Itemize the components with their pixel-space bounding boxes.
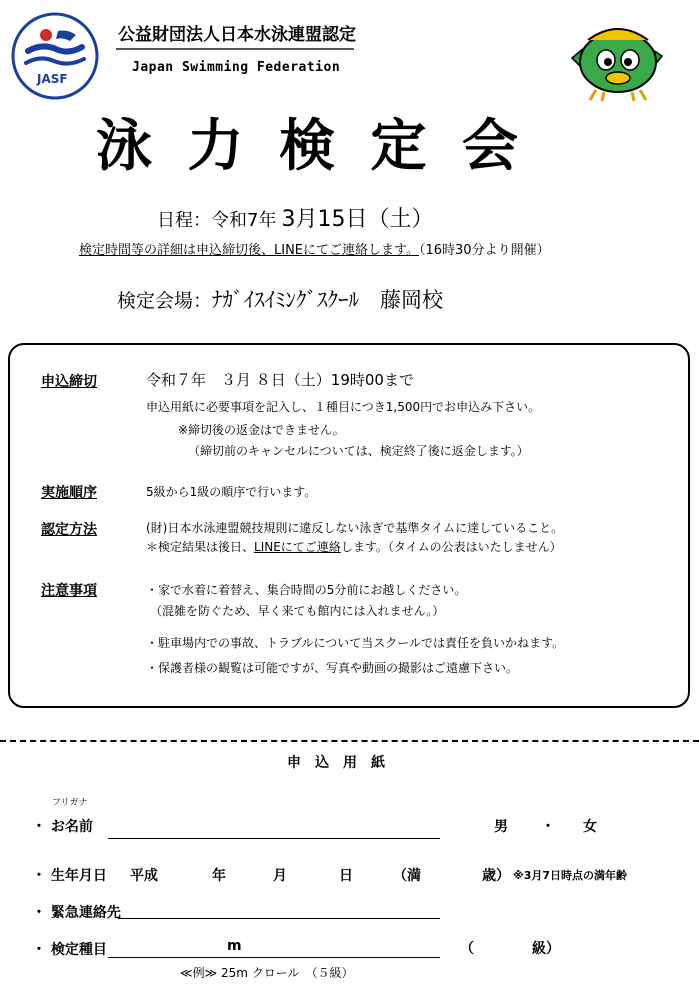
emergency-label: ・ 緊急連絡先 [32,905,121,921]
caution-item1-sub: （混雑を防ぐため、早く来ても館内には入れません。） [150,604,445,618]
time-note-sub: （16時30分より開催） [418,243,550,258]
form-title: 申 込 用 紙 [287,755,385,771]
method-line2 [146,538,562,555]
grade-open: （ [460,941,474,957]
method-line2-pre: ＊検定結果は後日、 [146,540,255,554]
caution-item1: ・家で水着に着替え、集合時間の5分前にお越しください。 [146,583,467,597]
gender-female[interactable]: 女 [583,819,597,835]
grade-close: 級） [532,941,560,957]
furigana-label: フリガナ [52,798,88,808]
event-field[interactable] [108,957,440,958]
deadline-note3: （締切前のキャンセルについては、検定終了後に返金します。） [188,444,529,458]
venue-line [117,284,443,314]
time-note [79,239,550,258]
venue-value: ﾅｶﾞｲｽｲﾐﾝｸﾞｽｸｰﾙ 藤岡校 [212,288,444,312]
birth-day: 日 [339,868,353,884]
mascot-kappa-icon [566,18,670,102]
caution-label: 注意事項 [41,583,97,599]
age-close: 歳） [482,868,510,884]
jasf-logo-icon [10,11,100,101]
method-label: 認定方法 [41,522,97,538]
order-label: 実施順序 [41,485,97,501]
jasf-logo [10,11,100,101]
date-line [157,202,434,233]
time-note-main: 検定時間等の詳細は申込締切後、LINEにてご連絡します。 [79,243,419,258]
gender-separator: ・ [541,819,555,835]
method-line2-post: します。（タイムの公表はいたしません） [340,540,562,554]
event-meter: m [227,938,242,954]
birth-year: 年 [212,868,226,884]
age-note: ※3月7日時点の満年齢 [513,869,628,882]
caution-item2: ・駐車場内での事故、トラブルについて当スクールでは責任を負いかねます。 [146,636,565,650]
gender-male[interactable]: 男 [494,819,508,835]
mascot [566,18,670,102]
logo-text: JASF [37,72,68,86]
venue-label: 検定会場： [117,290,213,312]
deadline-value: 令和７年 ３月 ８日（土）19時00まで [146,371,414,389]
deadline-note2: ※締切後の返金はできません。 [178,423,345,437]
deadline-label: 申込締切 [41,374,97,390]
birth-month: 月 [273,868,287,884]
event-label: ・ 検定種目 [32,942,107,958]
age-open: （満 [393,868,421,884]
caution-item3: ・保護者様の観覧は可能ですが、写真や動画の撮影はご遠慮下さい。 [146,661,519,675]
cut-line [0,740,699,742]
org-english: Japan Swimming Federation [132,60,341,75]
org-name: 公益財団法人日本水泳連盟認定 [118,25,356,45]
event-example: ≪例≫ 25m クロール （５級） [180,966,354,980]
date-label: 日程：令和7年 [157,210,277,231]
method-line1: (財)日本水泳連盟競技規則に違反しない泳ぎで基準タイムに達していること。 [146,521,564,535]
deadline-note1: 申込用紙に必要事項を記入し、１種目につき1,500円でお申込み下さい。 [146,400,541,414]
method-line2-underlined: LINEにてご連絡 [254,540,341,554]
name-label: ・ お名前 [32,819,93,835]
org-underline [116,48,354,50]
birth-era: 平成 [130,868,158,884]
emergency-field[interactable] [118,918,440,919]
page-title: 泳 力 検 定 会 [96,113,526,179]
order-value: 5級から1級の順序で行います。 [146,485,317,499]
date-value: 3月15日（土） [281,207,434,232]
name-field[interactable] [108,838,440,839]
birth-label: ・ 生年月日 [32,868,107,884]
